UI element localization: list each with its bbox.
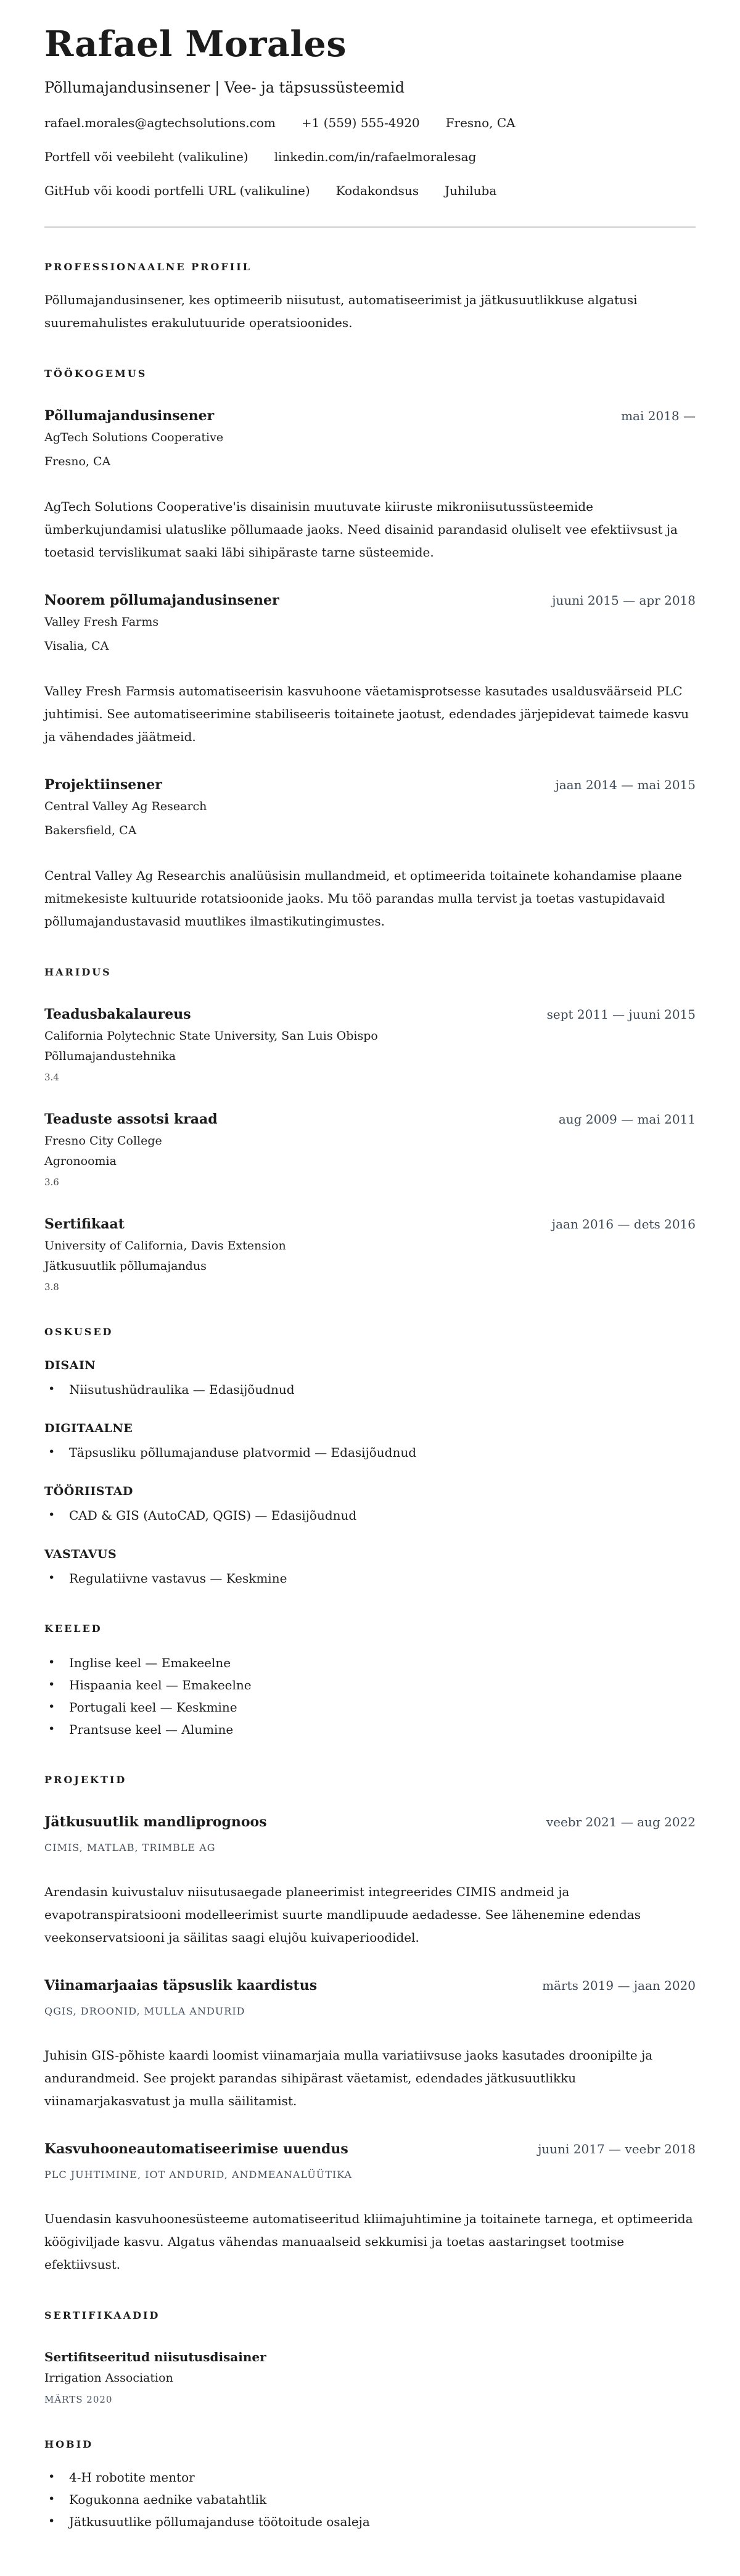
job-title: Põllumajandusinsener bbox=[44, 407, 215, 424]
skill-item: • CAD & GIS (AutoCAD, QGIS) — Edasijõudnud bbox=[44, 1504, 696, 1526]
project-title: Viinamarjaaias täpsuslik kaardistus bbox=[44, 1977, 318, 1994]
section-languages bbox=[44, 1623, 696, 1741]
project-stack: CIMIS, MATLAB, TRIMBLE AG bbox=[44, 1841, 216, 1853]
job-location: Fresno, CA bbox=[44, 454, 111, 468]
education-entry-head bbox=[44, 1216, 696, 1232]
linkedin-text: linkedin.com/in/rafaelmoralesag bbox=[274, 149, 477, 164]
project-entry bbox=[44, 1814, 696, 1949]
candidate-name: Rafael Morales bbox=[44, 23, 347, 65]
education-entry-head bbox=[44, 1111, 696, 1127]
skill-group-name: VASTAVUS bbox=[44, 1547, 117, 1561]
skill-group-name: DISAIN bbox=[44, 1358, 96, 1372]
license-text: Juhiluba bbox=[445, 183, 497, 198]
certification-title: Sertifitseeritud niisutusdisainer bbox=[44, 2349, 266, 2364]
project-dates: veebr 2021 — aug 2022 bbox=[546, 1814, 696, 1829]
project-dates: märts 2019 — jaan 2020 bbox=[542, 1978, 696, 1993]
portfolio-text: Portfell või veebileht (valikuline) bbox=[44, 149, 249, 164]
project-entry bbox=[44, 2141, 696, 2276]
job-entry bbox=[44, 777, 696, 933]
contact-row-1 bbox=[44, 115, 696, 130]
skill-group bbox=[44, 1359, 696, 1401]
skill-item: • Regulatiivne vastavus — Keskmine bbox=[44, 1567, 696, 1589]
project-stack: PLC JUHTIMINE, IOT ANDURID, ANDMEANALÜÜTIKA bbox=[44, 2168, 353, 2180]
skill-group bbox=[44, 1547, 696, 1589]
degree-dates: jaan 2016 — dets 2016 bbox=[551, 1216, 696, 1232]
degree-dates: sept 2011 — juuni 2015 bbox=[546, 1006, 696, 1022]
job-title: Noorem põllumajandusinsener bbox=[44, 592, 279, 608]
project-stack: QGIS, DROONID, MULLA ANDURID bbox=[44, 2005, 245, 2017]
project-description: Arendasin kuivustaluv niisutusaegade planeerimist integreerides CIMIS andmeid ja evapotranspiratsiooni modelleerimist suurte mandlipuude aedadesse. See lähenemine edendas veekonservatsiooni ja säilitas saagi elujõu kuivaperioodidel. bbox=[44, 1884, 641, 1945]
gpa-value: 3.6 bbox=[44, 1176, 59, 1188]
profile-heading: PROFESSIONAALNE PROFIIL bbox=[44, 260, 252, 273]
field-of-study: Agronoomia bbox=[44, 1154, 117, 1168]
citizenship-text: Kodakondsus bbox=[335, 183, 419, 198]
experience-heading: TÖÖKOGEMUS bbox=[44, 367, 147, 379]
job-entry-head bbox=[44, 777, 696, 793]
job-location: Visalia, CA bbox=[44, 639, 109, 653]
job-dates: jaan 2014 — mai 2015 bbox=[555, 777, 696, 792]
skill-group-name: DIGITAALNE bbox=[44, 1421, 133, 1435]
job-dates: mai 2018 — bbox=[621, 408, 696, 423]
header-divider bbox=[44, 226, 696, 228]
job-company: Central Valley Ag Research bbox=[44, 799, 207, 813]
education-entry-head bbox=[44, 1006, 696, 1022]
profile-text: Põllumajandusinsener, kes optimeerib niisutust, automatiseerimist ja jätkusuutlikkuse algatusi suuremahulistes erakulutuuride operatsioonides. bbox=[44, 292, 638, 330]
language-item: • Prantsuse keel — Alumine bbox=[44, 1718, 696, 1741]
project-entry bbox=[44, 1978, 696, 2113]
education-entry bbox=[44, 1111, 696, 1188]
job-dates: juuni 2015 — apr 2018 bbox=[552, 592, 696, 608]
job-company: Valley Fresh Farms bbox=[44, 615, 159, 629]
school-name: California Polytechnic State University, San Luis Obispo bbox=[44, 1029, 378, 1043]
job-company: AgTech Solutions Cooperative bbox=[44, 430, 224, 444]
skill-group bbox=[44, 1422, 696, 1464]
certifications-heading: SERTIFIKAADID bbox=[44, 2309, 160, 2321]
hobby-item: • Jätkusuutlike põllumajanduse töötoitude osaleja bbox=[44, 2511, 696, 2533]
degree-title: Teadusbakalaureus bbox=[44, 1006, 191, 1022]
github-text: GitHub või koodi portfelli URL (valikuline) bbox=[44, 183, 310, 198]
skill-item: • Niisutushüdraulika — Edasijõudnud bbox=[44, 1378, 696, 1401]
school-name: Fresno City College bbox=[44, 1133, 162, 1148]
skill-list bbox=[44, 1378, 696, 1401]
language-item: • Hispaania keel — Emakeelne bbox=[44, 1674, 696, 1696]
job-description: AgTech Solutions Cooperative'is disainisin muutuvate kiiruste mikroniisutussüsteemide ümberkujundamisi ulatuslike põllumaade jaoks. Need disainid parandasid oluliselt vee efektiivsust ja toetasid tervislikumat saaki läbi sihipäraste tarne süsteemide. bbox=[44, 499, 678, 560]
school-name: University of California, Davis Extension bbox=[44, 1238, 286, 1253]
language-item: • Portugali keel — Keskmine bbox=[44, 1696, 696, 1718]
project-title: Kasvuhooneautomatiseerimise uuendus bbox=[44, 2140, 348, 2157]
section-skills bbox=[44, 1326, 696, 1589]
project-entry-head bbox=[44, 2141, 696, 2157]
job-entry-head bbox=[44, 592, 696, 608]
certification-entry bbox=[44, 2350, 696, 2405]
job-entry bbox=[44, 592, 696, 748]
languages-heading: KEELED bbox=[44, 1622, 102, 1634]
job-description: Central Valley Ag Researchis analüüsisin mullandmeid, et optimeerida toitainete kohandamise plaane mitmekesiste kultuuride rotatsioonide jaoks. Mu töö parandas mulla tervist ja toetas vastupidavaid põllumajandustavasid muutlikes ilmastikutingimustes. bbox=[44, 868, 682, 929]
contact-row-2 bbox=[44, 149, 696, 164]
skill-list bbox=[44, 1441, 696, 1464]
section-profile bbox=[44, 261, 696, 334]
location-text: Fresno, CA bbox=[445, 115, 516, 130]
gpa-value: 3.8 bbox=[44, 1281, 59, 1293]
project-dates: juuni 2017 — veebr 2018 bbox=[538, 2141, 696, 2156]
job-title: Projektiinsener bbox=[44, 776, 162, 793]
hobby-item: • Kogukonna aednike vabatahtlik bbox=[44, 2488, 696, 2511]
hobbies-heading: HOBID bbox=[44, 2438, 93, 2450]
candidate-headline: Põllumajandusinsener | Vee- ja täpsussüsteemid bbox=[44, 78, 405, 96]
job-entry bbox=[44, 408, 696, 564]
resume-header bbox=[44, 23, 696, 228]
job-location: Bakersfield, CA bbox=[44, 823, 137, 837]
gpa-value: 3.4 bbox=[44, 1071, 59, 1083]
project-title: Jätkusuutlik mandliprognoos bbox=[44, 1813, 267, 1830]
education-entry bbox=[44, 1006, 696, 1083]
skills-heading: OSKUSED bbox=[44, 1325, 113, 1338]
section-education bbox=[44, 966, 696, 1293]
hobby-item: • 4-H robotite mentor bbox=[44, 2466, 696, 2488]
skill-list bbox=[44, 1504, 696, 1526]
field-of-study: Põllumajandustehnika bbox=[44, 1049, 176, 1063]
language-list bbox=[44, 1652, 696, 1741]
skill-group-name: TÖÖRIISTAD bbox=[44, 1484, 133, 1498]
project-entry-head bbox=[44, 1814, 696, 1830]
email-text: rafael.morales@agtechsolutions.com bbox=[44, 115, 276, 130]
project-description: Juhisin GIS-põhiste kaardi loomist viinamarjaia mulla variatiivsuse jaoks kasutades droonipilte ja andurandmeid. See projekt parandas sihipärast väetamist, edendades jätkusuutlikku viinamarjakasvatust ja mulla säilitamist. bbox=[44, 2047, 653, 2108]
section-projects bbox=[44, 1774, 696, 2276]
degree-dates: aug 2009 — mai 2011 bbox=[558, 1111, 696, 1127]
degree-title: Sertifikaat bbox=[44, 1216, 125, 1232]
job-description: Valley Fresh Farmsis automatiseerisin kasvuhoone väetamisprotsesse kasutades usaldusväärseid PLC juhtimisi. See automatiseerimine stabiliseeris toitainete jaotust, edendades järjepidevat taimede kasvu ja vähendades jäätmeid. bbox=[44, 683, 689, 744]
education-entry bbox=[44, 1216, 696, 1293]
section-hobbies bbox=[44, 2438, 696, 2533]
degree-title: Teaduste assotsi kraad bbox=[44, 1111, 218, 1127]
section-experience bbox=[44, 368, 696, 933]
hobby-list bbox=[44, 2466, 696, 2533]
certification-date: MÄRTS 2020 bbox=[44, 2393, 113, 2405]
field-of-study: Jätkusuutlik põllumajandus bbox=[44, 1259, 207, 1273]
contact-row-3 bbox=[44, 183, 696, 198]
language-item: • Inglise keel — Emakeelne bbox=[44, 1652, 696, 1674]
certification-issuer: Irrigation Association bbox=[44, 2371, 173, 2385]
skill-item: • Täpsusliku põllumajanduse platvormid — Edasijõudnud bbox=[44, 1441, 696, 1464]
skill-list bbox=[44, 1567, 696, 1589]
project-description: Uuendasin kasvuhoonesüsteeme automatiseeritud kliimajuhtimine ja toitainete tarnega, et optimeerida köögiviljade kasvu. Algatus vähendas manuaalseid sekkumisi ja toetas aastaringset tootmise efektiivsust. bbox=[44, 2211, 693, 2272]
job-entry-head bbox=[44, 408, 696, 424]
phone-text: +1 (559) 555-4920 bbox=[301, 115, 420, 130]
education-heading: HARIDUS bbox=[44, 966, 112, 978]
section-certifications bbox=[44, 2309, 696, 2405]
projects-heading: PROJEKTID bbox=[44, 1773, 127, 1786]
skill-group bbox=[44, 1485, 696, 1526]
project-entry-head bbox=[44, 1978, 696, 1994]
